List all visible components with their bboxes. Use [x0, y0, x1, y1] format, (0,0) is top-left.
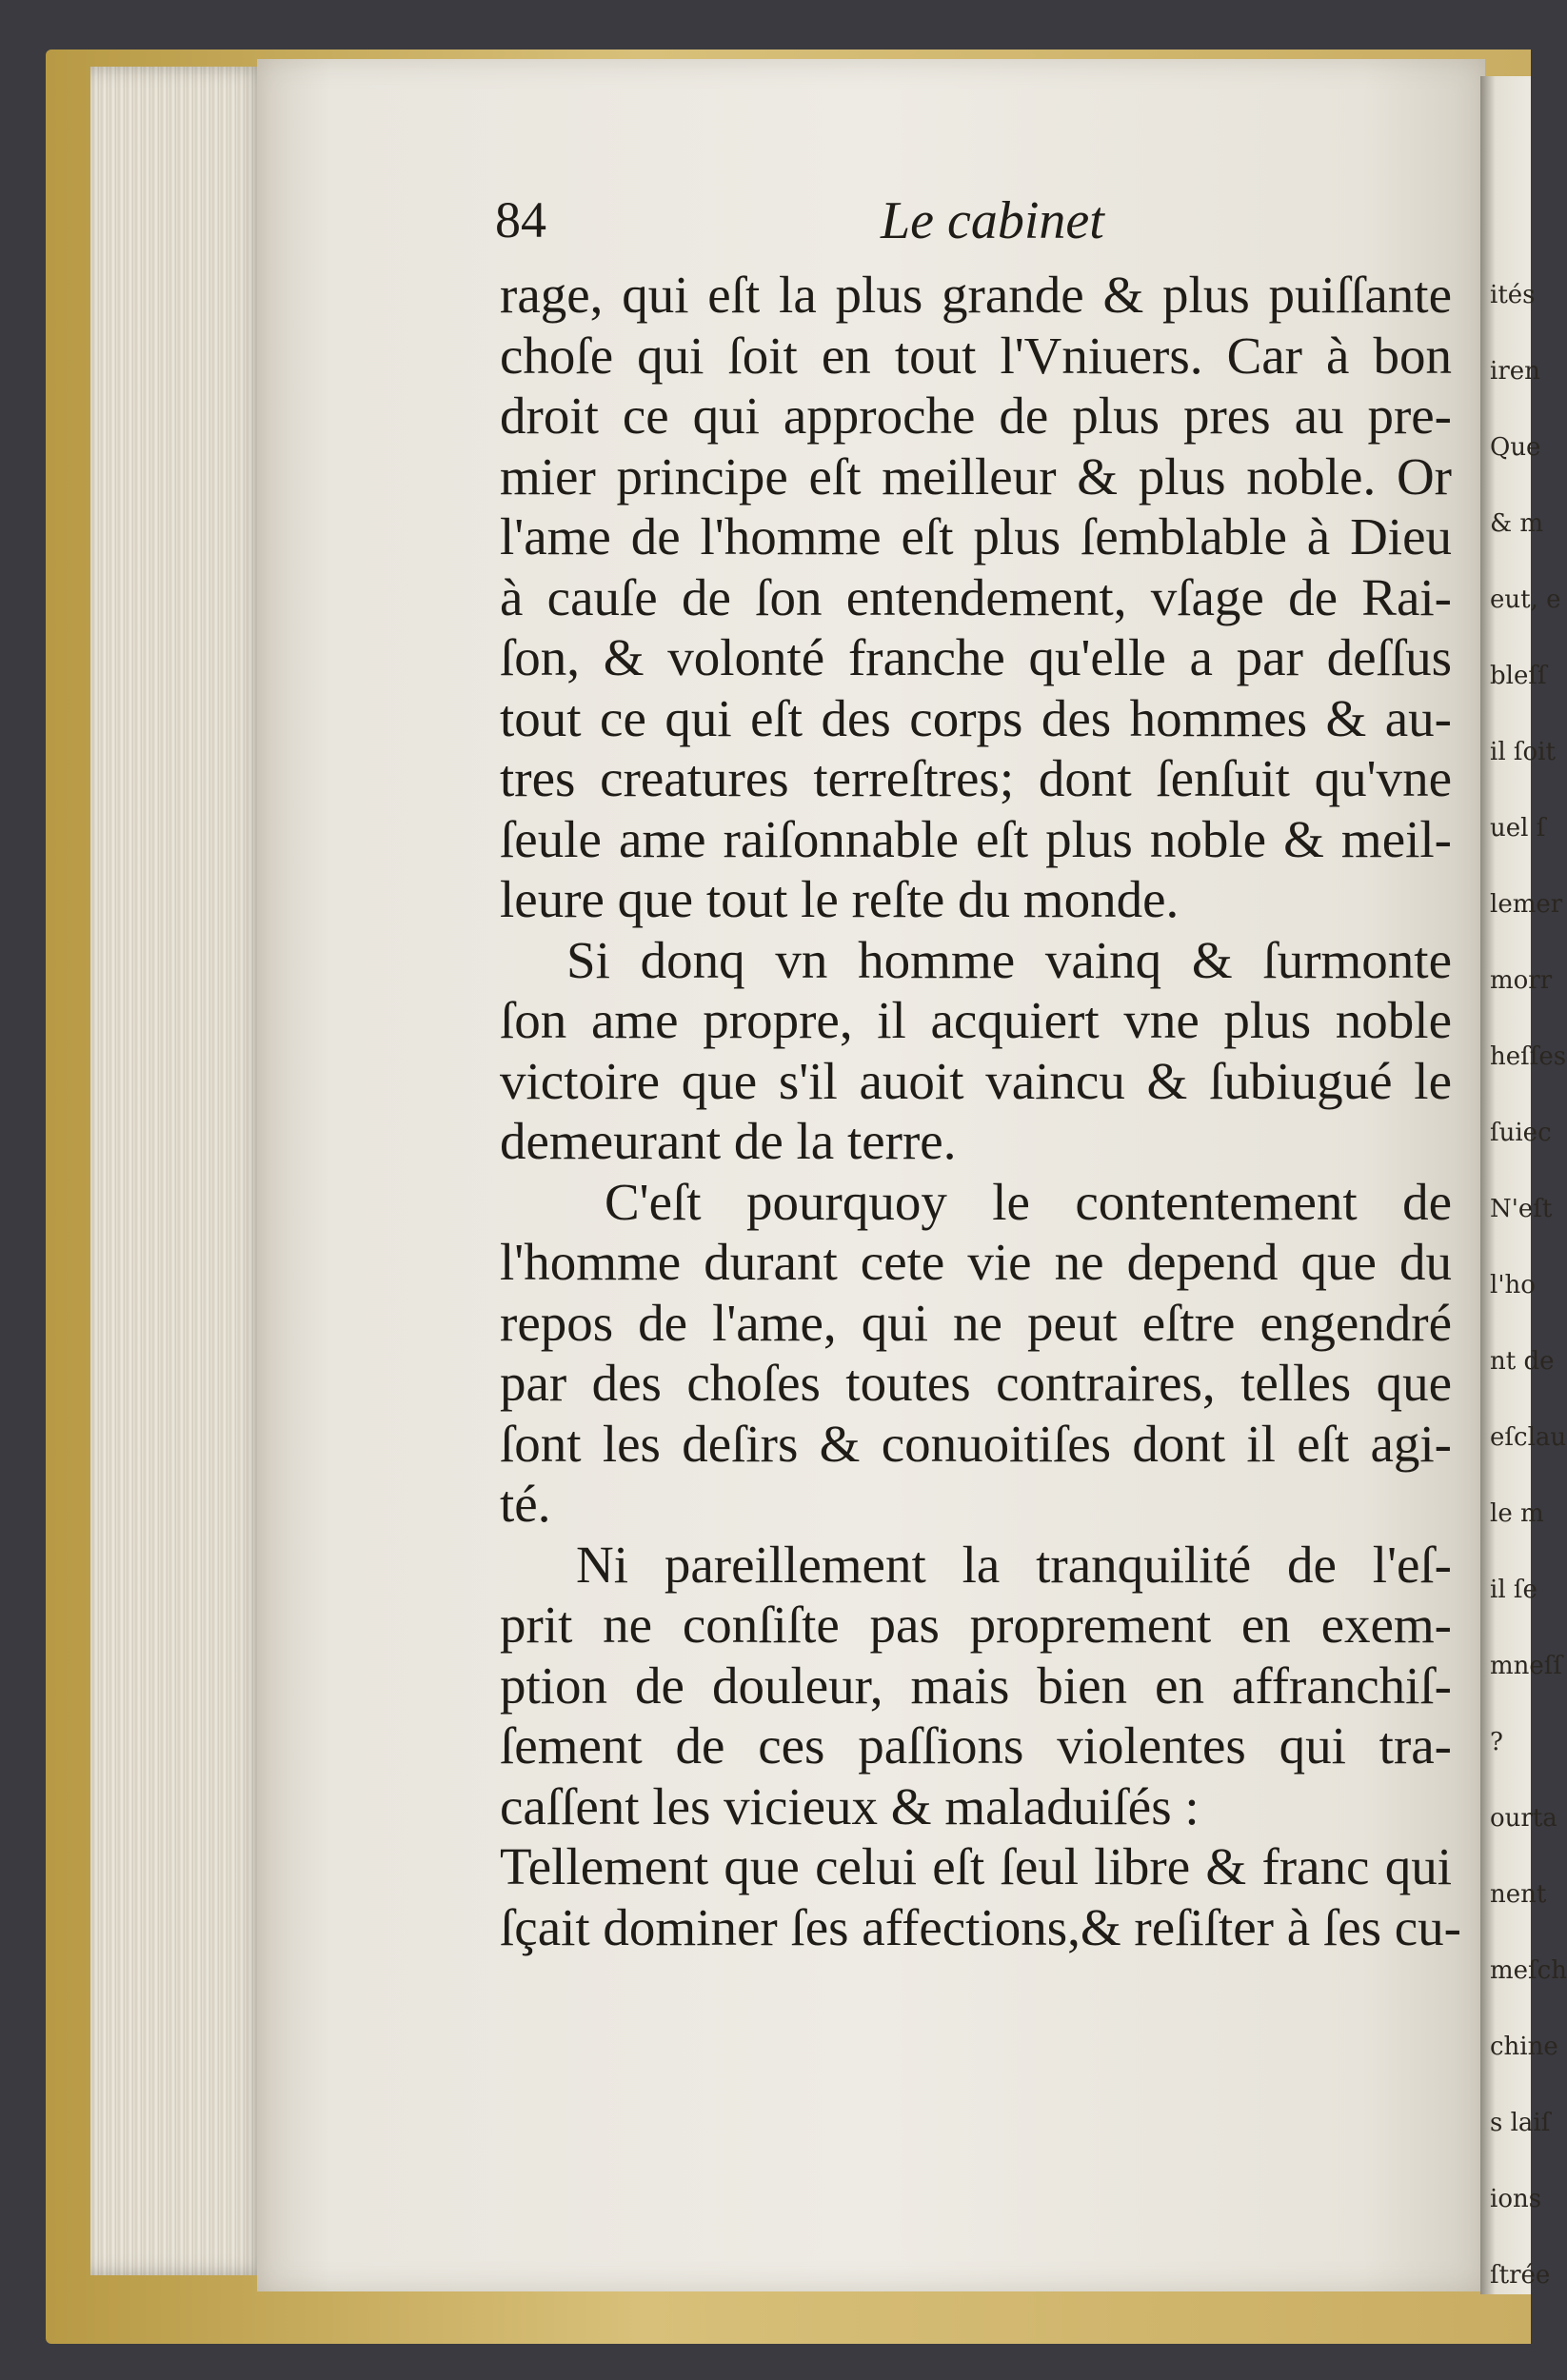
- facing-text-fragment: uel ſ: [1490, 814, 1546, 843]
- body-text: [500, 265, 1461, 1957]
- text-line: ption de douleur, mais bien en affranchiſ-: [500, 1656, 1452, 1715]
- facing-text-fragment: mneſſ: [1490, 1652, 1563, 1680]
- text-line: par des choſes toutes contraires, telles que: [500, 1354, 1452, 1412]
- facing-text-fragment: heſſes: [1490, 1042, 1567, 1071]
- text-line: demeurant de la terre.: [500, 1112, 957, 1170]
- facing-text-fragment: ſuiec: [1490, 1119, 1552, 1147]
- facing-text-fragment: ions: [1490, 2185, 1542, 2213]
- facing-text-fragment: l'ho: [1490, 1271, 1536, 1299]
- text-line: l'homme durant cete vie ne depend que du: [500, 1233, 1452, 1291]
- facing-text-fragment: s laiſ: [1490, 2109, 1551, 2137]
- text-line: ſont les deſirs & conuoitiſes dont il eſt agi-: [500, 1414, 1452, 1473]
- text-line: l'ame de l'homme eſt plus ſemblable à Dieu: [500, 507, 1452, 565]
- text-line: C'eſt pourquoy le contentement de: [605, 1172, 1452, 1231]
- facing-text-fragment: iren: [1490, 357, 1540, 386]
- facing-text-fragment: nt de: [1490, 1347, 1555, 1376]
- text-line: choſe qui ſoit en tout l'Vniuers. Car à bon: [500, 326, 1452, 385]
- text-line: Ni pareillement la tranquilité de l'eſ-: [576, 1535, 1452, 1594]
- text-line: rage, qui eſt la plus grande & plus puiſſante: [500, 266, 1452, 324]
- text-line: à cauſe de ſon entendement, vſage de Rai-: [500, 567, 1452, 626]
- facing-text-fragment: le m: [1490, 1499, 1544, 1528]
- facing-text-fragment: morr: [1490, 966, 1553, 995]
- text-line: tres creatures terreſtres; dont ſenſuit qu'vne: [500, 749, 1452, 807]
- page-edges: [90, 67, 267, 2275]
- text-line: leure que tout le reſte du monde.: [500, 870, 1180, 928]
- facing-text-fragment: N'eſt: [1490, 1195, 1553, 1223]
- text-line: Si donq vn homme vainq & ſurmonte: [566, 930, 1452, 989]
- text-line: té.: [500, 1475, 551, 1533]
- facing-text-fragment: meſch: [1490, 1956, 1567, 1985]
- facing-page-fragment: [1480, 76, 1567, 2294]
- text-line: ſçait dominer ſes affections,& reſiſter à ſes cu-: [500, 1897, 1461, 1956]
- facing-text-fragment: Que: [1490, 433, 1541, 462]
- facing-text-fragment: & m: [1490, 509, 1544, 538]
- text-line: ſeule ame raiſonnable eſt plus noble & meil-: [500, 809, 1452, 868]
- text-line: droit ce qui approche de plus pres au pre-: [500, 387, 1452, 445]
- text-line: tout ce qui eſt des corps des hommes & au-: [500, 688, 1452, 747]
- page-header: [495, 190, 1447, 267]
- text-line: ſon ame propre, il acquiert vne plus noble: [500, 991, 1452, 1049]
- facing-text-fragment: eut, e: [1490, 585, 1561, 614]
- text-line: prit ne conſiſte pas proprement en exem-: [500, 1596, 1452, 1654]
- facing-text-fragment: ?: [1490, 1728, 1503, 1756]
- facing-text-fragment: ſtrée: [1490, 2261, 1551, 2290]
- text-line: mier principe eſt meilleur & plus noble. Or: [500, 446, 1452, 506]
- facing-text-fragment: il ſe: [1490, 1576, 1537, 1604]
- text-line: victoire que s'il auoit vaincu & ſubiugué le: [500, 1051, 1452, 1110]
- page-number: 84: [495, 191, 546, 248]
- text-line: ſon, & volonté franche qu'elle a par deſſus: [500, 628, 1452, 686]
- facing-text-fragment: nent: [1490, 1880, 1547, 1909]
- facing-text-fragment: lemer: [1490, 890, 1563, 919]
- text-line: Tellement que celui eſt ſeul libre & franc qui: [500, 1837, 1452, 1895]
- text-line: caſſent les vicieux & maladuiſés :: [500, 1776, 1200, 1835]
- text-line: repos de l'ame, qui ne peut eſtre engendré: [500, 1293, 1452, 1352]
- facing-text-fragment: il ſoit: [1490, 738, 1556, 766]
- facing-text-fragment: eſclau: [1490, 1423, 1567, 1452]
- facing-text-fragment: ourta: [1490, 1804, 1557, 1833]
- facing-text-fragment: ités: [1490, 281, 1536, 309]
- facing-text-fragment: bleſſ: [1490, 662, 1547, 690]
- text-line: ſement de ces paſſions violentes qui tra-: [500, 1716, 1452, 1775]
- facing-text-fragment: chine: [1490, 2033, 1558, 2061]
- running-title: Le cabinet: [881, 191, 1104, 250]
